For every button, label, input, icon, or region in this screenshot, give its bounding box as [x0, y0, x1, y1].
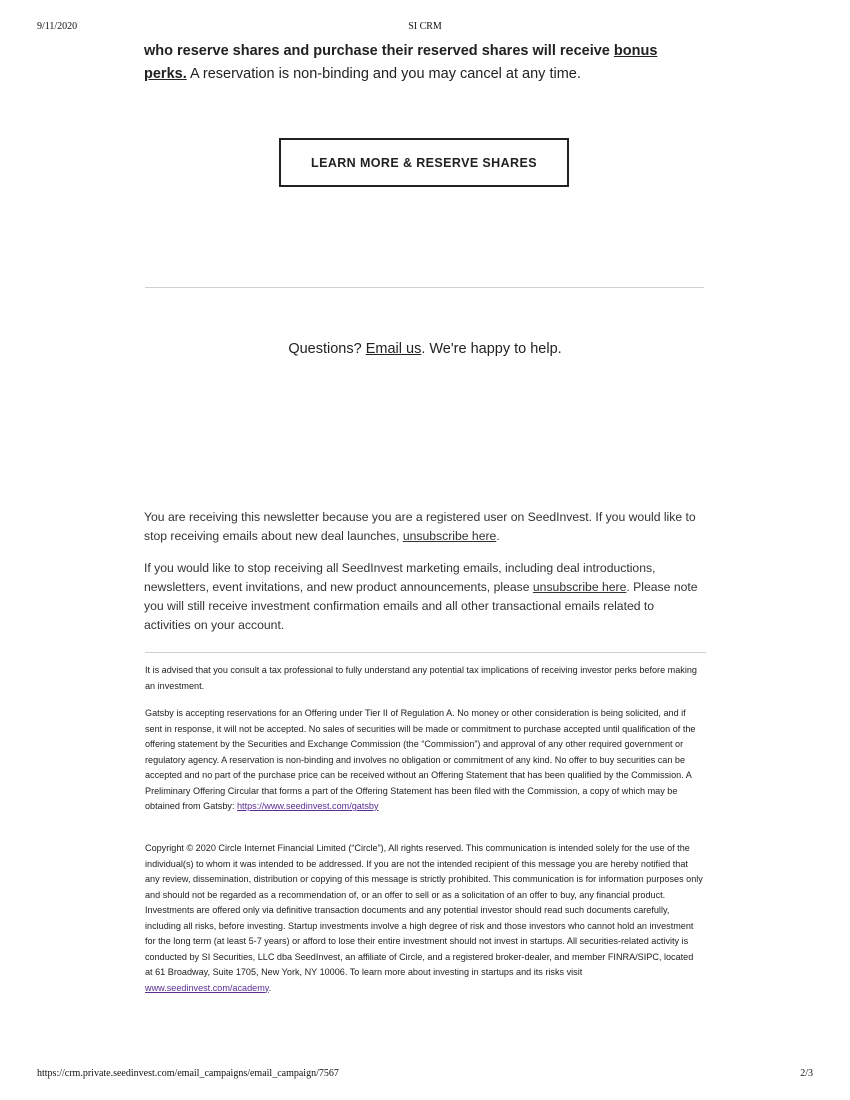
marketing-notice: [144, 559, 704, 635]
tax-advice-disclaimer: It is advised that you consult a tax professional to fully understand any potential tax implications of receiving investor perks before making an investment.: [145, 665, 697, 691]
questions-prefix: Questions?: [288, 341, 366, 357]
offering-text: Gatsby is accepting reservations for an Offering under Tier II of Regulation A. No money or other consideration is being solicited, and if sent in response, it will not be accepted. No sales of securities will be made or commitment to purchase accepted until qualification of the offering statement by the Securities and Exchange Commission (the “Commission”) and approval of any other required government or regulatory agency. A reservation is non-binding and involves no obligation or commitment of any kind. No offer to buy securities can be accepted and no part of the purchase price can be received without an Offering Statement that has been qualified by the Commission. A Preliminary Offering Circular that forms a part of the Offering Statement has been filed with the Commission, a copy of which may be obtained from Gatsby:: [145, 708, 696, 811]
email-us-link[interactable]: Email us: [365, 341, 422, 357]
offering-disclaimer: [145, 706, 703, 815]
intro-bold-text: who reserve shares and purchase their reserved shares will receive: [144, 43, 614, 59]
notice-1-end: .: [496, 529, 500, 543]
questions-suffix: . We're happy to help.: [421, 341, 562, 357]
notice-2-end: . Please note you will still receive investment confirmation emails and all other transactional emails related to activities on your account.: [144, 580, 698, 632]
copyright-end: .: [268, 982, 272, 993]
copyright-disclaimer: [145, 841, 703, 996]
bonus-perks-link[interactable]: bonus perks.: [144, 43, 658, 82]
print-footer-page-number: 2/3: [800, 1068, 813, 1079]
divider: [145, 652, 706, 653]
unsubscribe-all-link[interactable]: unsubscribe here: [532, 580, 627, 594]
print-header-date: 9/11/2020: [37, 21, 78, 32]
copyright-text: Copyright © 2020 Circle Internet Financial Limited (“Circle”), All rights reserved. This communication is intended solely for the use of the individual(s) to whom it was intended to be addressed. If you are not the intended recipient of this message you are hereby notified that any review, dissemination, distribution or copying of this message is strictly prohibited. This communication is for information purposes only and should not be regarded as a recommendation of, or an offer to sell or as a solicitation of an offer to buy, any financial product. Investments are offered only via definitive transaction documents and any potential investor should read such documents carefully, including all risks, before investing. Startup investments involve a high degree of risk and those investors who cannot hold an investment for the long term (at least 5-7 years) or afford to lose their entire investment should not invest in startups. All securities-related activity is conducted by SI Securities, LLC dba SeedInvest, an affiliate of Circle, and a registered broker-dealer, and member FINRA/SIPC, located at 61 Broadway, Suite 1705, New York, NY 10006. To learn more about investing in startups and its risks visit: [145, 843, 703, 977]
newsletter-notice: [144, 508, 704, 546]
print-header-title: SI CRM: [408, 21, 442, 32]
notice-1-text: You are receiving this newsletter because you are a registered user on SeedInvest. If you would like to stop receiving emails about new deal launches,: [144, 510, 696, 543]
questions-line: [0, 341, 850, 357]
learn-more-reserve-shares-button[interactable]: LEARN MORE & RESERVE SHARES: [279, 138, 569, 187]
academy-link[interactable]: www.seedinvest.com/academy: [145, 982, 269, 993]
divider: [145, 287, 704, 288]
unsubscribe-deals-link[interactable]: unsubscribe here: [402, 529, 497, 543]
gatsby-offering-link[interactable]: https://www.seedinvest.com/gatsby: [237, 801, 379, 811]
intro-rest-text: A reservation is non-binding and you may cancel at any time.: [186, 66, 581, 82]
intro-paragraph: [144, 40, 704, 86]
notice-2-text: If you would like to stop receiving all SeedInvest marketing emails, including deal introductions, newsletters, event invitations, and new product announcements, please: [144, 561, 656, 594]
print-footer-url: https://crm.private.seedinvest.com/email_campaigns/email_campaign/7567: [37, 1068, 339, 1079]
